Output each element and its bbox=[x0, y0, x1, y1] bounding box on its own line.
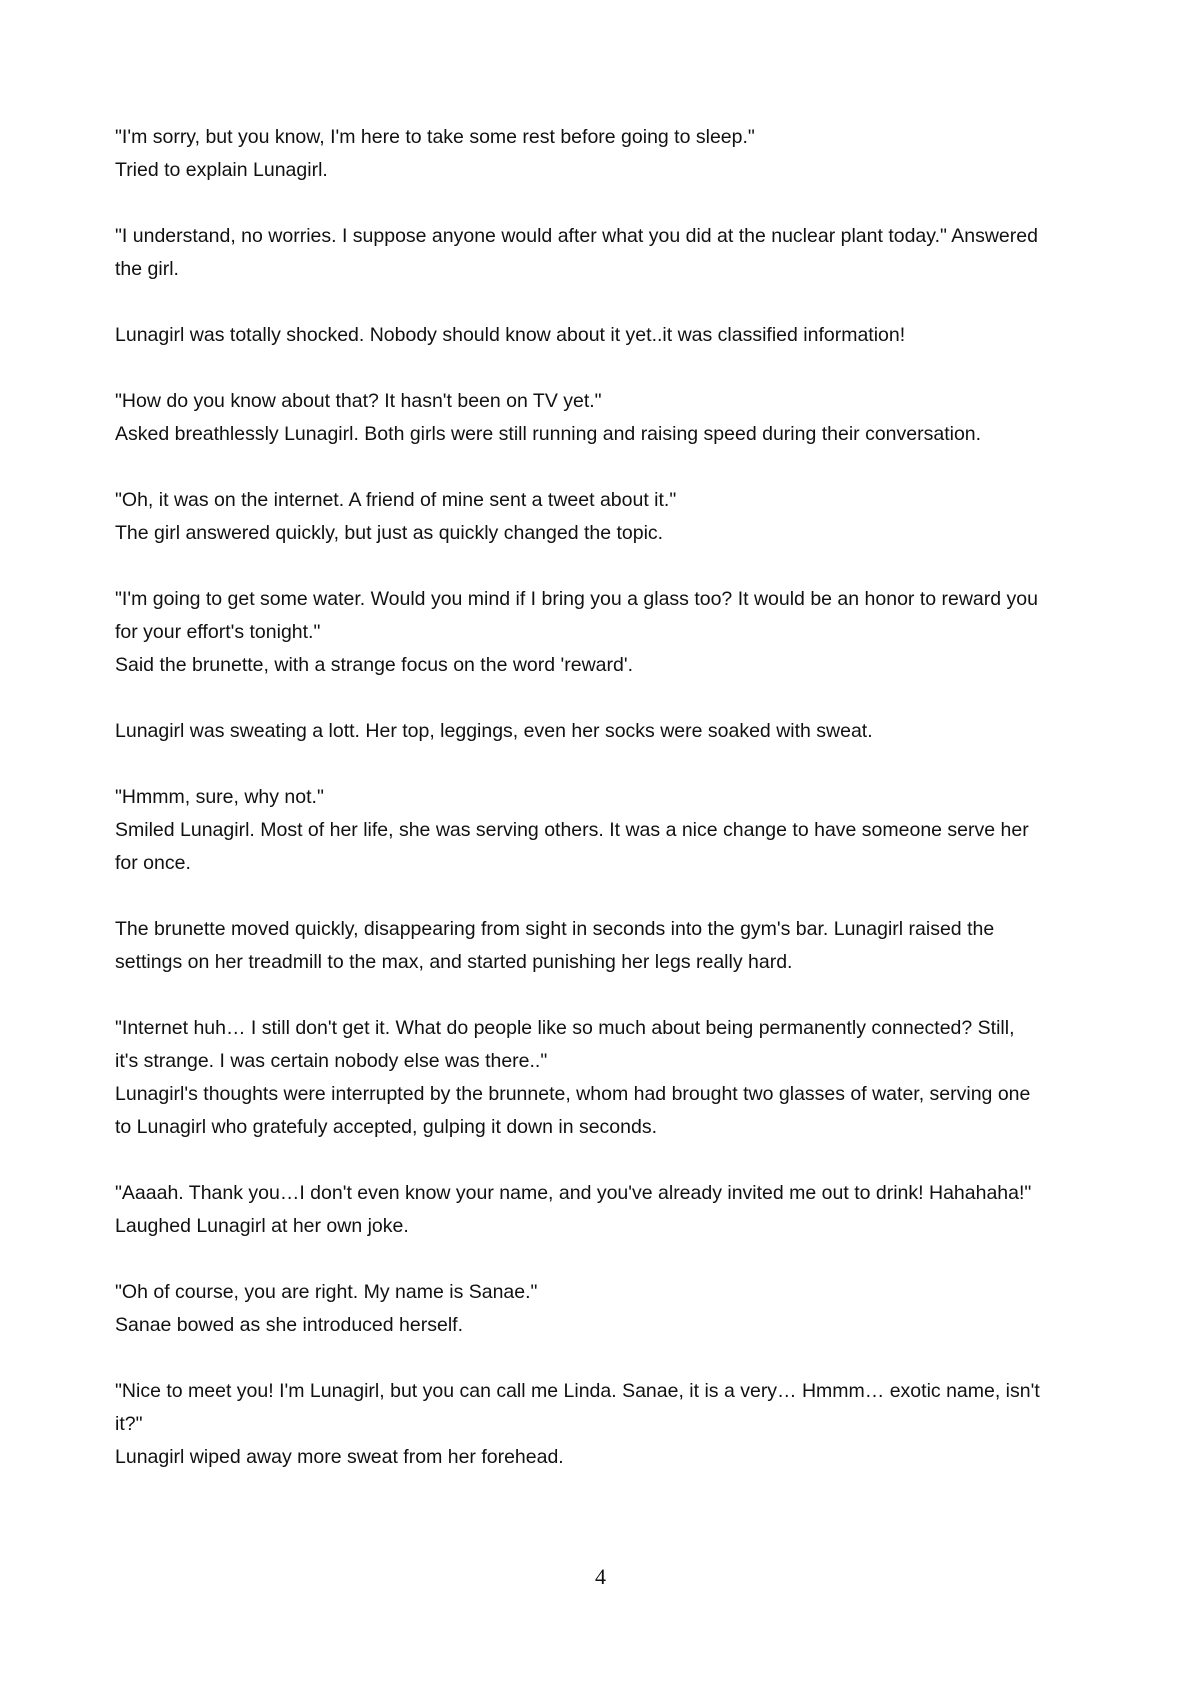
text-line: Lunagirl's thoughts were interrupted by the brunnete, whom had brought two glasses of water, serving one bbox=[115, 1083, 1031, 1105]
text-line: "Oh, it was on the internet. A friend of mine sent a tweet about it." bbox=[115, 489, 677, 511]
text-line: Said the brunette, with a strange focus on the word 'reward'. bbox=[115, 654, 633, 676]
text-line: "Aaaah. Thank you…I don't even know your name, and you've already invited me out to drink! Hahahaha!" bbox=[115, 1182, 1032, 1204]
text-line: "I understand, no worries. I suppose anyone would after what you did at the nuclear plant today." Answered bbox=[115, 225, 1038, 247]
text-line: for your effort's tonight." bbox=[115, 621, 321, 643]
text-line: Lunagirl was totally shocked. Nobody should know about it yet..it was classified information! bbox=[115, 324, 906, 346]
paragraph bbox=[115, 1012, 1100, 1144]
paragraph bbox=[115, 583, 1100, 682]
paragraph bbox=[115, 715, 1100, 748]
text-line: "Hmmm, sure, why not." bbox=[115, 786, 324, 808]
text-line: it?" bbox=[115, 1413, 143, 1435]
paragraph bbox=[115, 220, 1100, 286]
text-line: "Internet huh… I still don't get it. What do people like so much about being permanently connected? Still, bbox=[115, 1017, 1015, 1039]
paragraph bbox=[115, 319, 1100, 352]
paragraph bbox=[115, 484, 1100, 550]
text-line: Tried to explain Lunagirl. bbox=[115, 159, 328, 181]
text-line: "How do you know about that? It hasn't been on TV yet." bbox=[115, 390, 602, 412]
text-line: "I'm going to get some water. Would you mind if I bring you a glass too? It would be an honor to reward you bbox=[115, 588, 1038, 610]
text-line: "Nice to meet you! I'm Lunagirl, but you can call me Linda. Sanae, it is a very… Hmmm… exotic name, isn't bbox=[115, 1380, 1040, 1402]
text-line: Asked breathlessly Lunagirl. Both girls were still running and raising speed during their conversation. bbox=[115, 423, 982, 445]
text-line: Sanae bowed as she introduced herself. bbox=[115, 1314, 463, 1336]
text-line: Laughed Lunagirl at her own joke. bbox=[115, 1215, 409, 1237]
page-number: 4 bbox=[595, 1564, 606, 1589]
text-line: "Oh of course, you are right. My name is Sanae." bbox=[115, 1281, 538, 1303]
paragraph bbox=[115, 781, 1100, 880]
text-line: Lunagirl was sweating a lott. Her top, leggings, even her socks were soaked with sweat. bbox=[115, 720, 873, 742]
text-line: Lunagirl wiped away more sweat from her forehead. bbox=[115, 1446, 564, 1468]
paragraph bbox=[115, 385, 1100, 451]
paragraph bbox=[115, 1177, 1100, 1243]
text-line: Smiled Lunagirl. Most of her life, she was serving others. It was a nice change to have someone serve her bbox=[115, 819, 1029, 841]
text-line: settings on her treadmill to the max, and started punishing her legs really hard. bbox=[115, 951, 793, 973]
paragraph bbox=[115, 121, 1100, 187]
text-line: The girl answered quickly, but just as quickly changed the topic. bbox=[115, 522, 664, 544]
text-line: the girl. bbox=[115, 258, 179, 280]
text-line: for once. bbox=[115, 852, 191, 874]
document-body bbox=[115, 121, 1100, 1507]
paragraph bbox=[115, 913, 1100, 979]
text-line: The brunette moved quickly, disappearing from sight in seconds into the gym's bar. Lunagirl raised the bbox=[115, 918, 995, 940]
text-line: to Lunagirl who gratefuly accepted, gulping it down in seconds. bbox=[115, 1116, 658, 1138]
text-line: it's strange. I was certain nobody else was there.." bbox=[115, 1050, 548, 1072]
paragraph bbox=[115, 1375, 1100, 1474]
paragraph bbox=[115, 1276, 1100, 1342]
text-line: "I'm sorry, but you know, I'm here to take some rest before going to sleep." bbox=[115, 126, 755, 148]
